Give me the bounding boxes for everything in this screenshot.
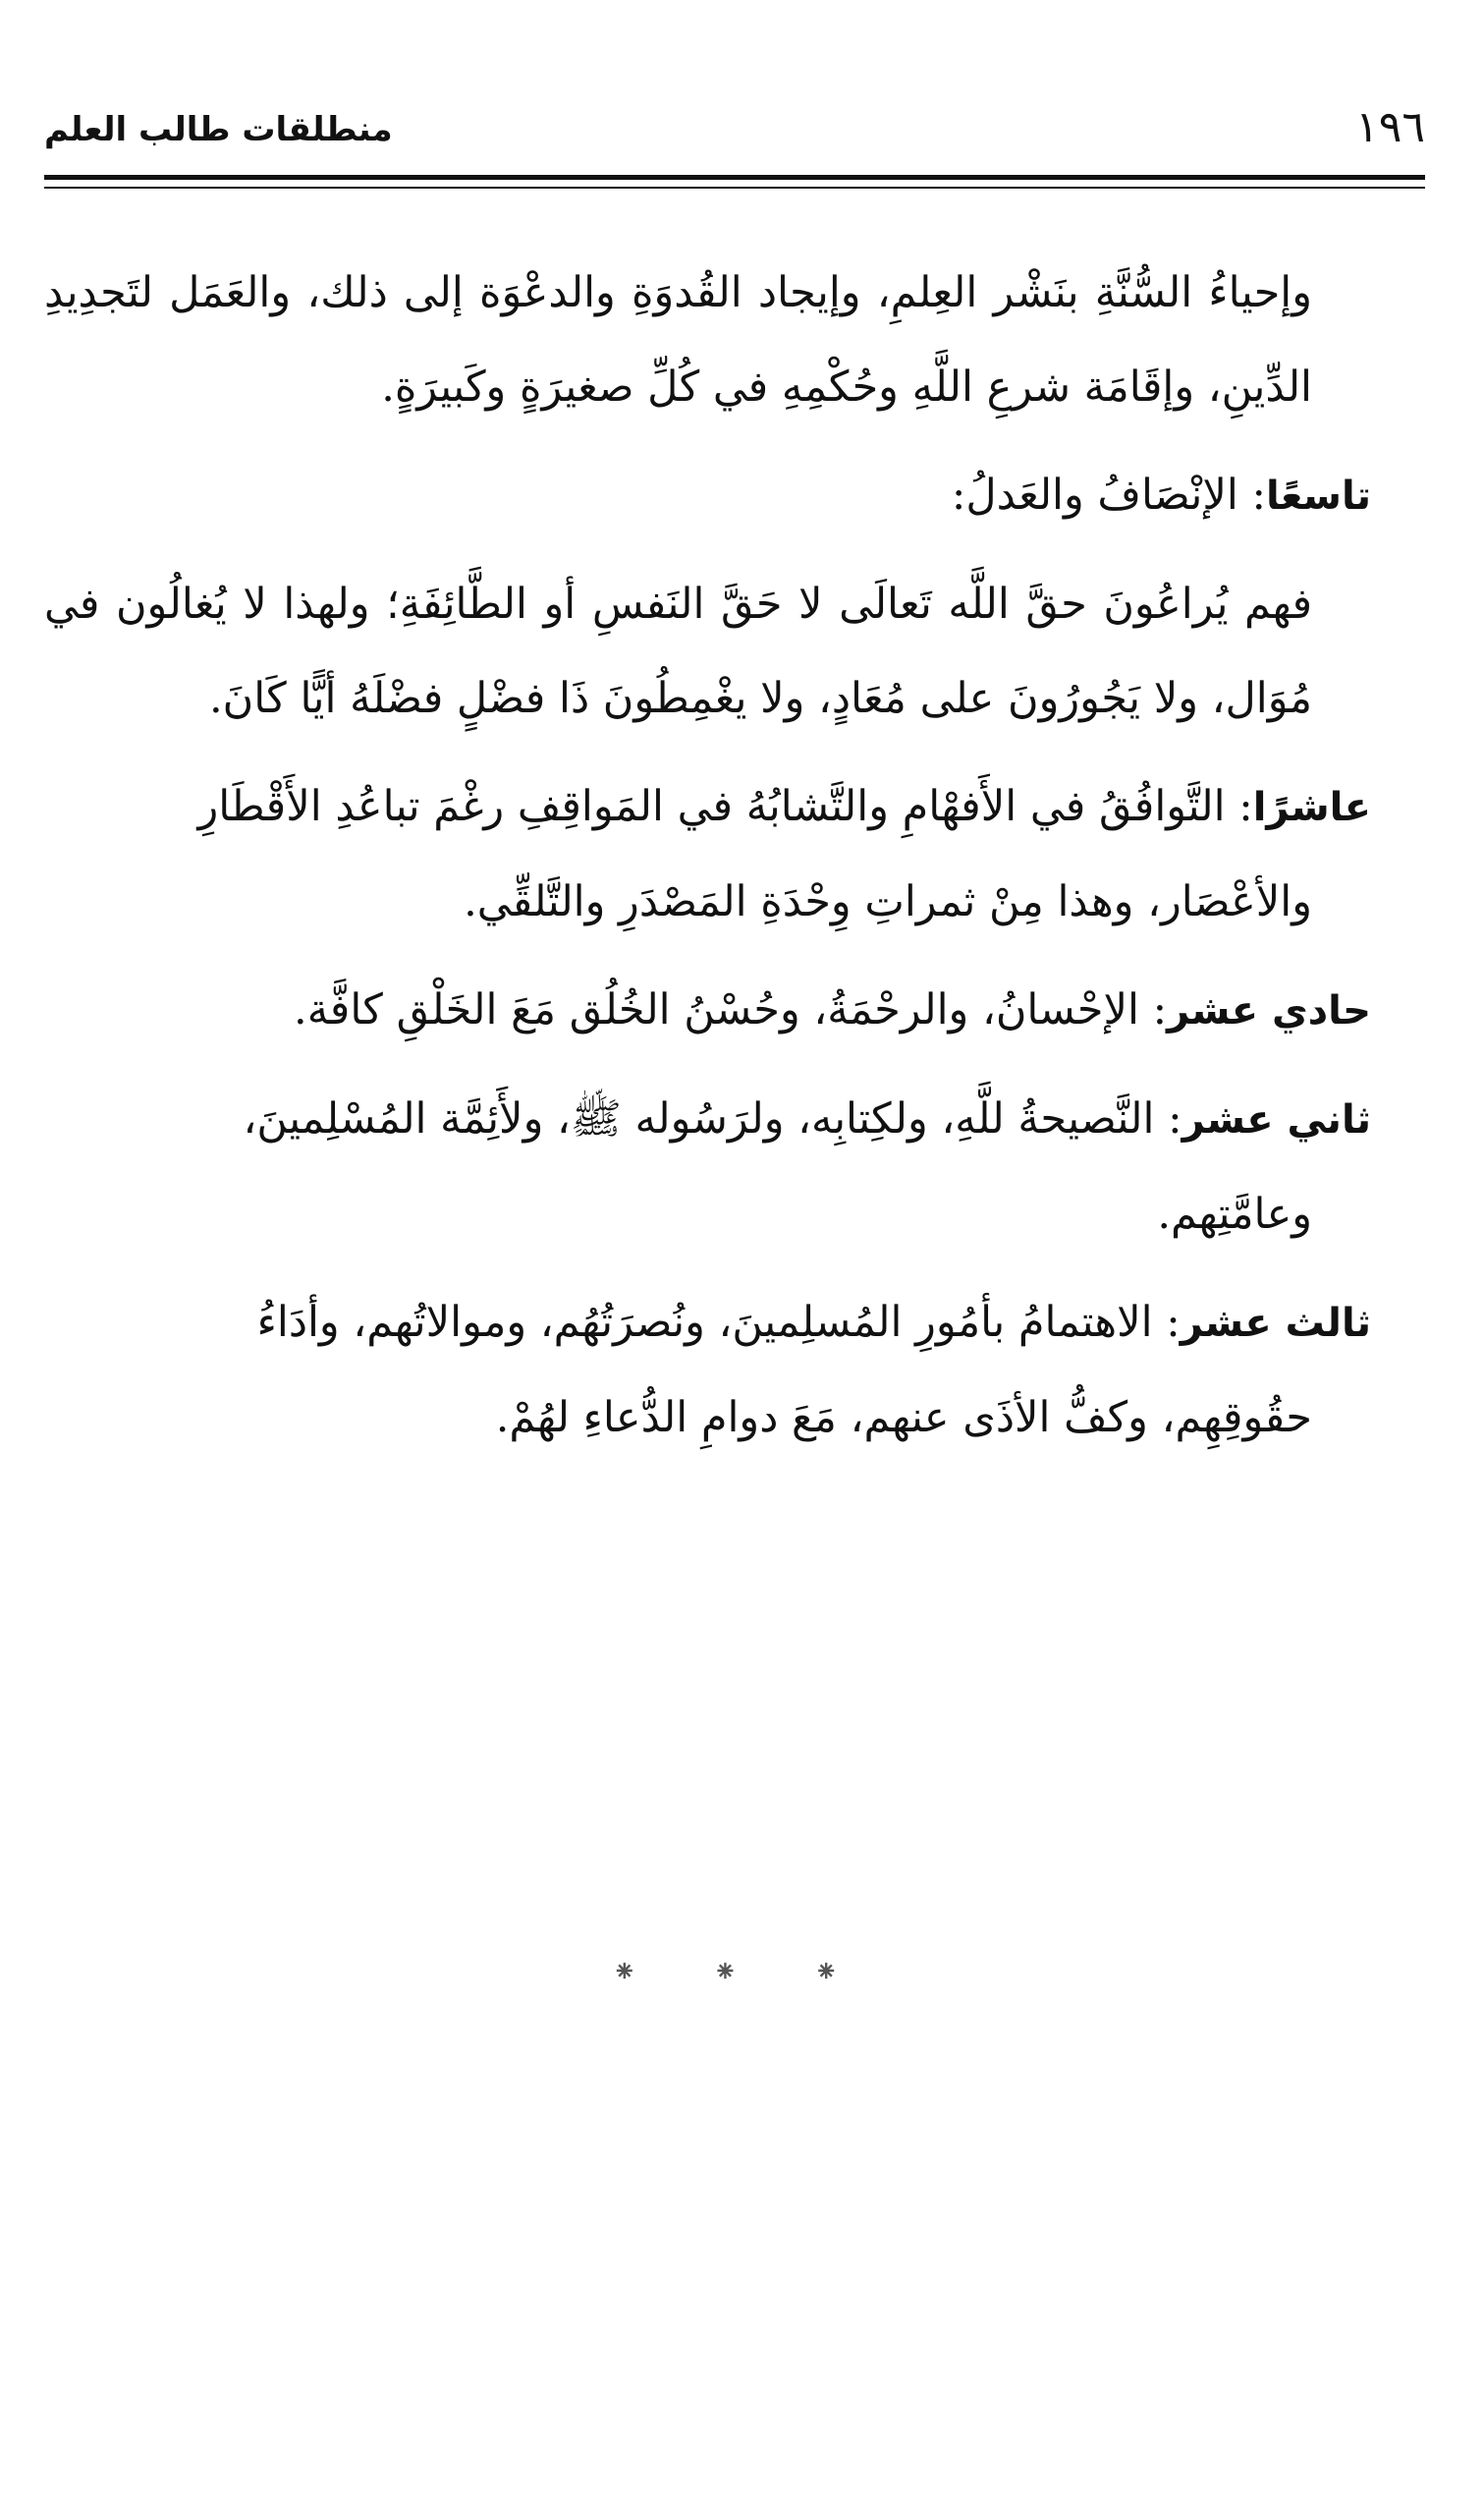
- label-separator: :: [1238, 782, 1253, 831]
- item-text: الإنْصَافُ والعَدلُ:: [951, 471, 1238, 520]
- item-thirteenth: [44, 1275, 1371, 1465]
- item-twelfth: [44, 1072, 1371, 1261]
- item-eleventh: [44, 963, 1371, 1058]
- item-label: عاشرًا: [1252, 785, 1371, 830]
- item-label: ثاني عشر: [1182, 1097, 1371, 1143]
- item-label: تاسعًا: [1266, 474, 1371, 519]
- label-separator: :: [1251, 471, 1267, 520]
- item-tenth: [44, 759, 1371, 949]
- item-ninth: [44, 448, 1371, 543]
- paragraph-text: فهم يُراعُونَ حقَّ اللَّه تَعالَى لا حَقَّ النَفسِ أو الطَّائِفَةِ؛ ولهذا لا يُغالُون في مُوَال، ولا يَجُورُونَ على مُعَادٍ، ولا يغْمِطُونَ ذَا فضْلٍ فضْلَهُ أيًّا كَانَ.: [44, 580, 1312, 723]
- item-text-line2: وعامَّتِهم.: [1157, 1190, 1312, 1239]
- item-label: ثالث عشر: [1180, 1301, 1371, 1346]
- item-text-line2: والأعْصَار، وهذا مِنْ ثمراتِ وِحْدَةِ المَصْدَرِ والتَّلقِّي.: [464, 877, 1312, 926]
- item-text-line1: الاهتمامُ بأمُورِ المُسلِمينَ، ونُصرَتُهُم، وموالاتُهم، وأدَاءُ: [256, 1298, 1153, 1347]
- label-separator: :: [1168, 1094, 1182, 1144]
- item-text: الإحْسانُ، والرحْمَةُ، وحُسْنُ الخُلُق مَعَ الخَلْقِ كافَّة.: [294, 985, 1139, 1034]
- paragraph-text: وإحياءُ السُّنَّةِ بنَشْر العِلمِ، وإيجاد القُدوَةِ والدعْوَة إلى ذلك، والعَمَل لتَجدِيدِ الدِّينِ، وإقَامَة شرعِ اللَّهِ وحُكْمِهِ في كُلِّ صغيرَةٍ وكَبيرَةٍ.: [44, 268, 1312, 412]
- page-number: ١٩٦: [1355, 102, 1425, 152]
- item-text-line1: النَّصيحةُ للَّهِ، ولكِتابِه، ولرَسُوله ﷺ، ولأَئِمَّة المُسْلِمينَ،: [243, 1094, 1155, 1144]
- header-rule-thick: [44, 175, 1425, 180]
- page-header: [44, 98, 1425, 167]
- section-end-ornament: ⁕ ⁕ ⁕: [612, 1955, 872, 1989]
- body-text: [44, 246, 1371, 1479]
- item-label: حادي عشر: [1167, 988, 1371, 1034]
- header-rule-thin: [44, 187, 1425, 189]
- item-text-line1: التَّوافُقُ في الأَفهْامِ والتَّشابُهُ في المَواقِفِ رغْمَ تباعُدِ الأَقْطَارِ: [197, 782, 1226, 831]
- paragraph-fairness: [44, 557, 1312, 746]
- label-separator: :: [1166, 1298, 1181, 1347]
- running-title: منطلقات طالب العلم: [44, 110, 393, 149]
- item-text-line2: حقُوقِهِم، وكفُّ الأذَى عنهم، مَعَ دوامِ الدُّعاءِ لهُمْ.: [495, 1393, 1312, 1442]
- paragraph-continuation: [44, 246, 1312, 434]
- label-separator: :: [1152, 985, 1168, 1034]
